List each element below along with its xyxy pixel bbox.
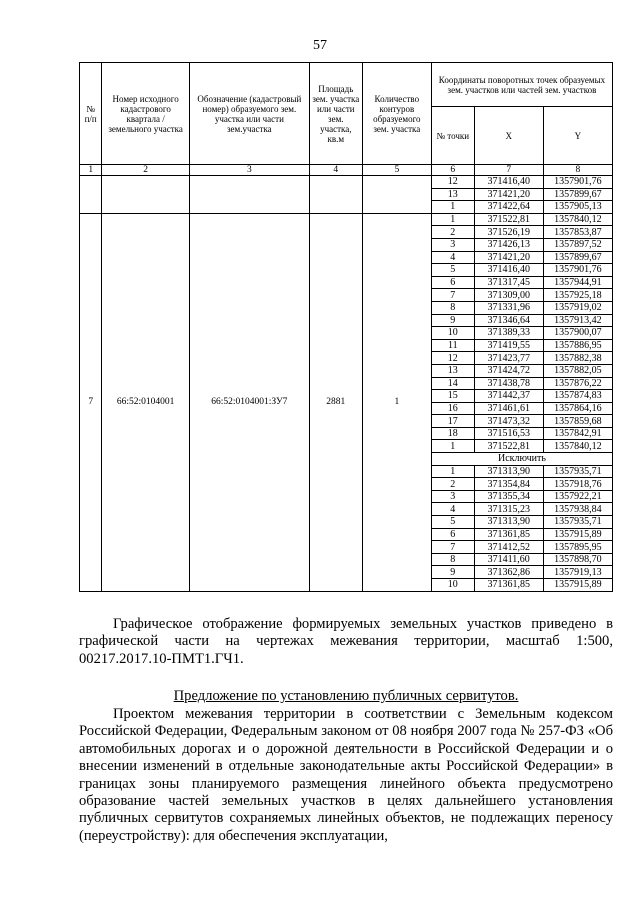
point-number: 3 — [431, 238, 474, 251]
x-coordinate: 371354,84 — [474, 478, 543, 491]
point-number: 11 — [431, 339, 474, 352]
point-number: 1 — [431, 465, 474, 478]
x-coordinate: 371424,72 — [474, 364, 543, 377]
x-coordinate: 371526,19 — [474, 226, 543, 239]
point-number: 15 — [431, 390, 474, 403]
point-number: 18 — [431, 427, 474, 440]
column-number-8: 8 — [543, 165, 612, 176]
servitude-paragraph: Проектом межевания территории в соответствии с Земельным кодексом Российской Федерации, Федеральным законом от 08 ноября 2007 года № 257-ФЗ «Об автомобильных дорогах и о дорожной деятельности в Российской Федерации и о внесении изменений в отдельные законодательные акты Российской Федерации» в границах зоны планируемого размещения линейного объекта предусмотрено образование частей земельных участков в целях дальнейшего установления публичных сервитутов сохраняемых линейных объектов, не подлежащих переносу (переустройству): для обеспечения эксплуатации, — [79, 706, 613, 844]
header-contours: Количество контуров образуемого зем. участка — [362, 63, 431, 165]
table-row — [80, 213, 613, 226]
x-coordinate: 371473,32 — [474, 415, 543, 428]
column-number-1: 1 — [80, 165, 102, 176]
point-number: 9 — [431, 566, 474, 579]
x-coordinate: 371355,34 — [474, 490, 543, 503]
y-coordinate: 1357882,38 — [543, 352, 612, 365]
column-number-5: 5 — [362, 165, 431, 176]
point-number: 14 — [431, 377, 474, 390]
y-coordinate: 1357874,83 — [543, 390, 612, 403]
y-coordinate: 1357842,91 — [543, 427, 612, 440]
point-number: 10 — [431, 327, 474, 340]
point-number: 1 — [431, 213, 474, 226]
y-coordinate: 1357905,13 — [543, 201, 612, 214]
empty-merged-cell — [80, 176, 102, 214]
column-numbers-row — [80, 165, 613, 176]
header-x: X — [474, 107, 543, 165]
y-coordinate: 1357840,12 — [543, 440, 612, 453]
y-coordinate: 1357915,89 — [543, 528, 612, 541]
x-coordinate: 371411,60 — [474, 553, 543, 566]
x-coordinate: 371361,85 — [474, 528, 543, 541]
x-coordinate: 371346,64 — [474, 314, 543, 327]
x-coordinate: 371389,33 — [474, 327, 543, 340]
x-coordinate: 371313,90 — [474, 516, 543, 529]
x-coordinate: 371421,20 — [474, 251, 543, 264]
y-coordinate: 1357935,71 — [543, 516, 612, 529]
point-number: 10 — [431, 579, 474, 592]
point-number: 6 — [431, 528, 474, 541]
exclude-label: Исключить — [431, 453, 612, 466]
y-coordinate: 1357876,22 — [543, 377, 612, 390]
graphic-paragraph: Графическое отображение формируемых земельных участков приведено в графической части на чертежах межевания территории, масштаб 1:500, 00217.2017.10-ПМТ1.ГЧ1. — [79, 616, 613, 667]
x-coordinate: 371313,90 — [474, 465, 543, 478]
y-coordinate: 1357901,76 — [543, 264, 612, 277]
y-coordinate: 1357864,16 — [543, 402, 612, 415]
table-row — [80, 176, 613, 189]
header-area: Площадь зем. участка или части зем. участка, кв.м — [309, 63, 362, 165]
empty-merged-cell — [309, 176, 362, 214]
point-number: 5 — [431, 264, 474, 277]
y-coordinate: 1357925,18 — [543, 289, 612, 302]
x-coordinate: 371516,53 — [474, 427, 543, 440]
y-coordinate: 1357944,91 — [543, 276, 612, 289]
x-coordinate: 371522,81 — [474, 213, 543, 226]
plot-number: 7 — [80, 213, 102, 591]
y-coordinate: 1357899,67 — [543, 251, 612, 264]
source-quarter: 66:52:0104001 — [102, 213, 189, 591]
y-coordinate: 1357895,95 — [543, 541, 612, 554]
point-number: 12 — [431, 176, 474, 189]
y-coordinate: 1357901,76 — [543, 176, 612, 189]
table-body — [80, 176, 613, 592]
x-coordinate: 371416,40 — [474, 176, 543, 189]
point-number: 13 — [431, 188, 474, 201]
y-coordinate: 1357898,70 — [543, 553, 612, 566]
section-title: Предложение по установлению публичных сервитутов. — [173, 688, 519, 704]
x-coordinate: 371331,96 — [474, 301, 543, 314]
point-number: 7 — [431, 541, 474, 554]
header-designation: Обозначение (кадастровый номер) образуемого зем. участка или части зем.участка — [189, 63, 309, 165]
x-coordinate: 371438,78 — [474, 377, 543, 390]
y-coordinate: 1357853,87 — [543, 226, 612, 239]
x-coordinate: 371522,81 — [474, 440, 543, 453]
y-coordinate: 1357897,52 — [543, 238, 612, 251]
column-number-6: 6 — [431, 165, 474, 176]
point-number: 2 — [431, 226, 474, 239]
header-coords-group: Координаты поворотных точек образуемых зем. участков или частей зем. участков — [431, 63, 612, 107]
y-coordinate: 1357922,21 — [543, 490, 612, 503]
x-coordinate: 371421,20 — [474, 188, 543, 201]
y-coordinate: 1357918,76 — [543, 478, 612, 491]
point-number: 9 — [431, 314, 474, 327]
y-coordinate: 1357935,71 — [543, 465, 612, 478]
point-number: 1 — [431, 201, 474, 214]
empty-merged-cell — [102, 176, 189, 214]
x-coordinate: 371361,85 — [474, 579, 543, 592]
point-number: 2 — [431, 478, 474, 491]
point-number: 6 — [431, 276, 474, 289]
x-coordinate: 371419,55 — [474, 339, 543, 352]
point-number: 3 — [431, 490, 474, 503]
column-number-7: 7 — [474, 165, 543, 176]
page-number: 57 — [313, 38, 327, 53]
x-coordinate: 371416,40 — [474, 264, 543, 277]
y-coordinate: 1357938,84 — [543, 503, 612, 516]
x-coordinate: 371461,61 — [474, 402, 543, 415]
point-number: 4 — [431, 503, 474, 516]
column-number-4: 4 — [309, 165, 362, 176]
x-coordinate: 371442,37 — [474, 390, 543, 403]
x-coordinate: 371317,45 — [474, 276, 543, 289]
contour-count: 1 — [362, 213, 431, 591]
y-coordinate: 1357859,68 — [543, 415, 612, 428]
point-number: 8 — [431, 553, 474, 566]
x-coordinate: 371315,23 — [474, 503, 543, 516]
header-num: № п/п — [80, 63, 102, 165]
point-number: 8 — [431, 301, 474, 314]
section-title-wrapper — [79, 688, 613, 705]
x-coordinate: 371422,64 — [474, 201, 543, 214]
point-number: 1 — [431, 440, 474, 453]
point-number: 13 — [431, 364, 474, 377]
header-point-no: № точки — [431, 107, 474, 165]
x-coordinate: 371362,86 — [474, 566, 543, 579]
x-coordinate: 371412,52 — [474, 541, 543, 554]
point-number: 4 — [431, 251, 474, 264]
y-coordinate: 1357913,42 — [543, 314, 612, 327]
point-number: 5 — [431, 516, 474, 529]
point-number: 17 — [431, 415, 474, 428]
y-coordinate: 1357900,07 — [543, 327, 612, 340]
column-number-2: 2 — [102, 165, 189, 176]
x-coordinate: 371426,13 — [474, 238, 543, 251]
y-coordinate: 1357919,13 — [543, 566, 612, 579]
y-coordinate: 1357915,89 — [543, 579, 612, 592]
plot-area: 2881 — [309, 213, 362, 591]
x-coordinate: 371423,77 — [474, 352, 543, 365]
empty-merged-cell — [362, 176, 431, 214]
y-coordinate: 1357886,95 — [543, 339, 612, 352]
plot-designation: 66:52:0104001:ЗУ7 — [189, 213, 309, 591]
point-number: 16 — [431, 402, 474, 415]
header-source: Номер исходного кадастрового квартала / земельного участка — [102, 63, 189, 165]
y-coordinate: 1357899,67 — [543, 188, 612, 201]
empty-merged-cell — [189, 176, 309, 214]
y-coordinate: 1357840,12 — [543, 213, 612, 226]
column-number-3: 3 — [189, 165, 309, 176]
y-coordinate: 1357882,05 — [543, 364, 612, 377]
header-y: Y — [543, 107, 612, 165]
point-number: 12 — [431, 352, 474, 365]
y-coordinate: 1357919,02 — [543, 301, 612, 314]
x-coordinate: 371309,00 — [474, 289, 543, 302]
coordinates-table — [79, 62, 613, 592]
point-number: 7 — [431, 289, 474, 302]
